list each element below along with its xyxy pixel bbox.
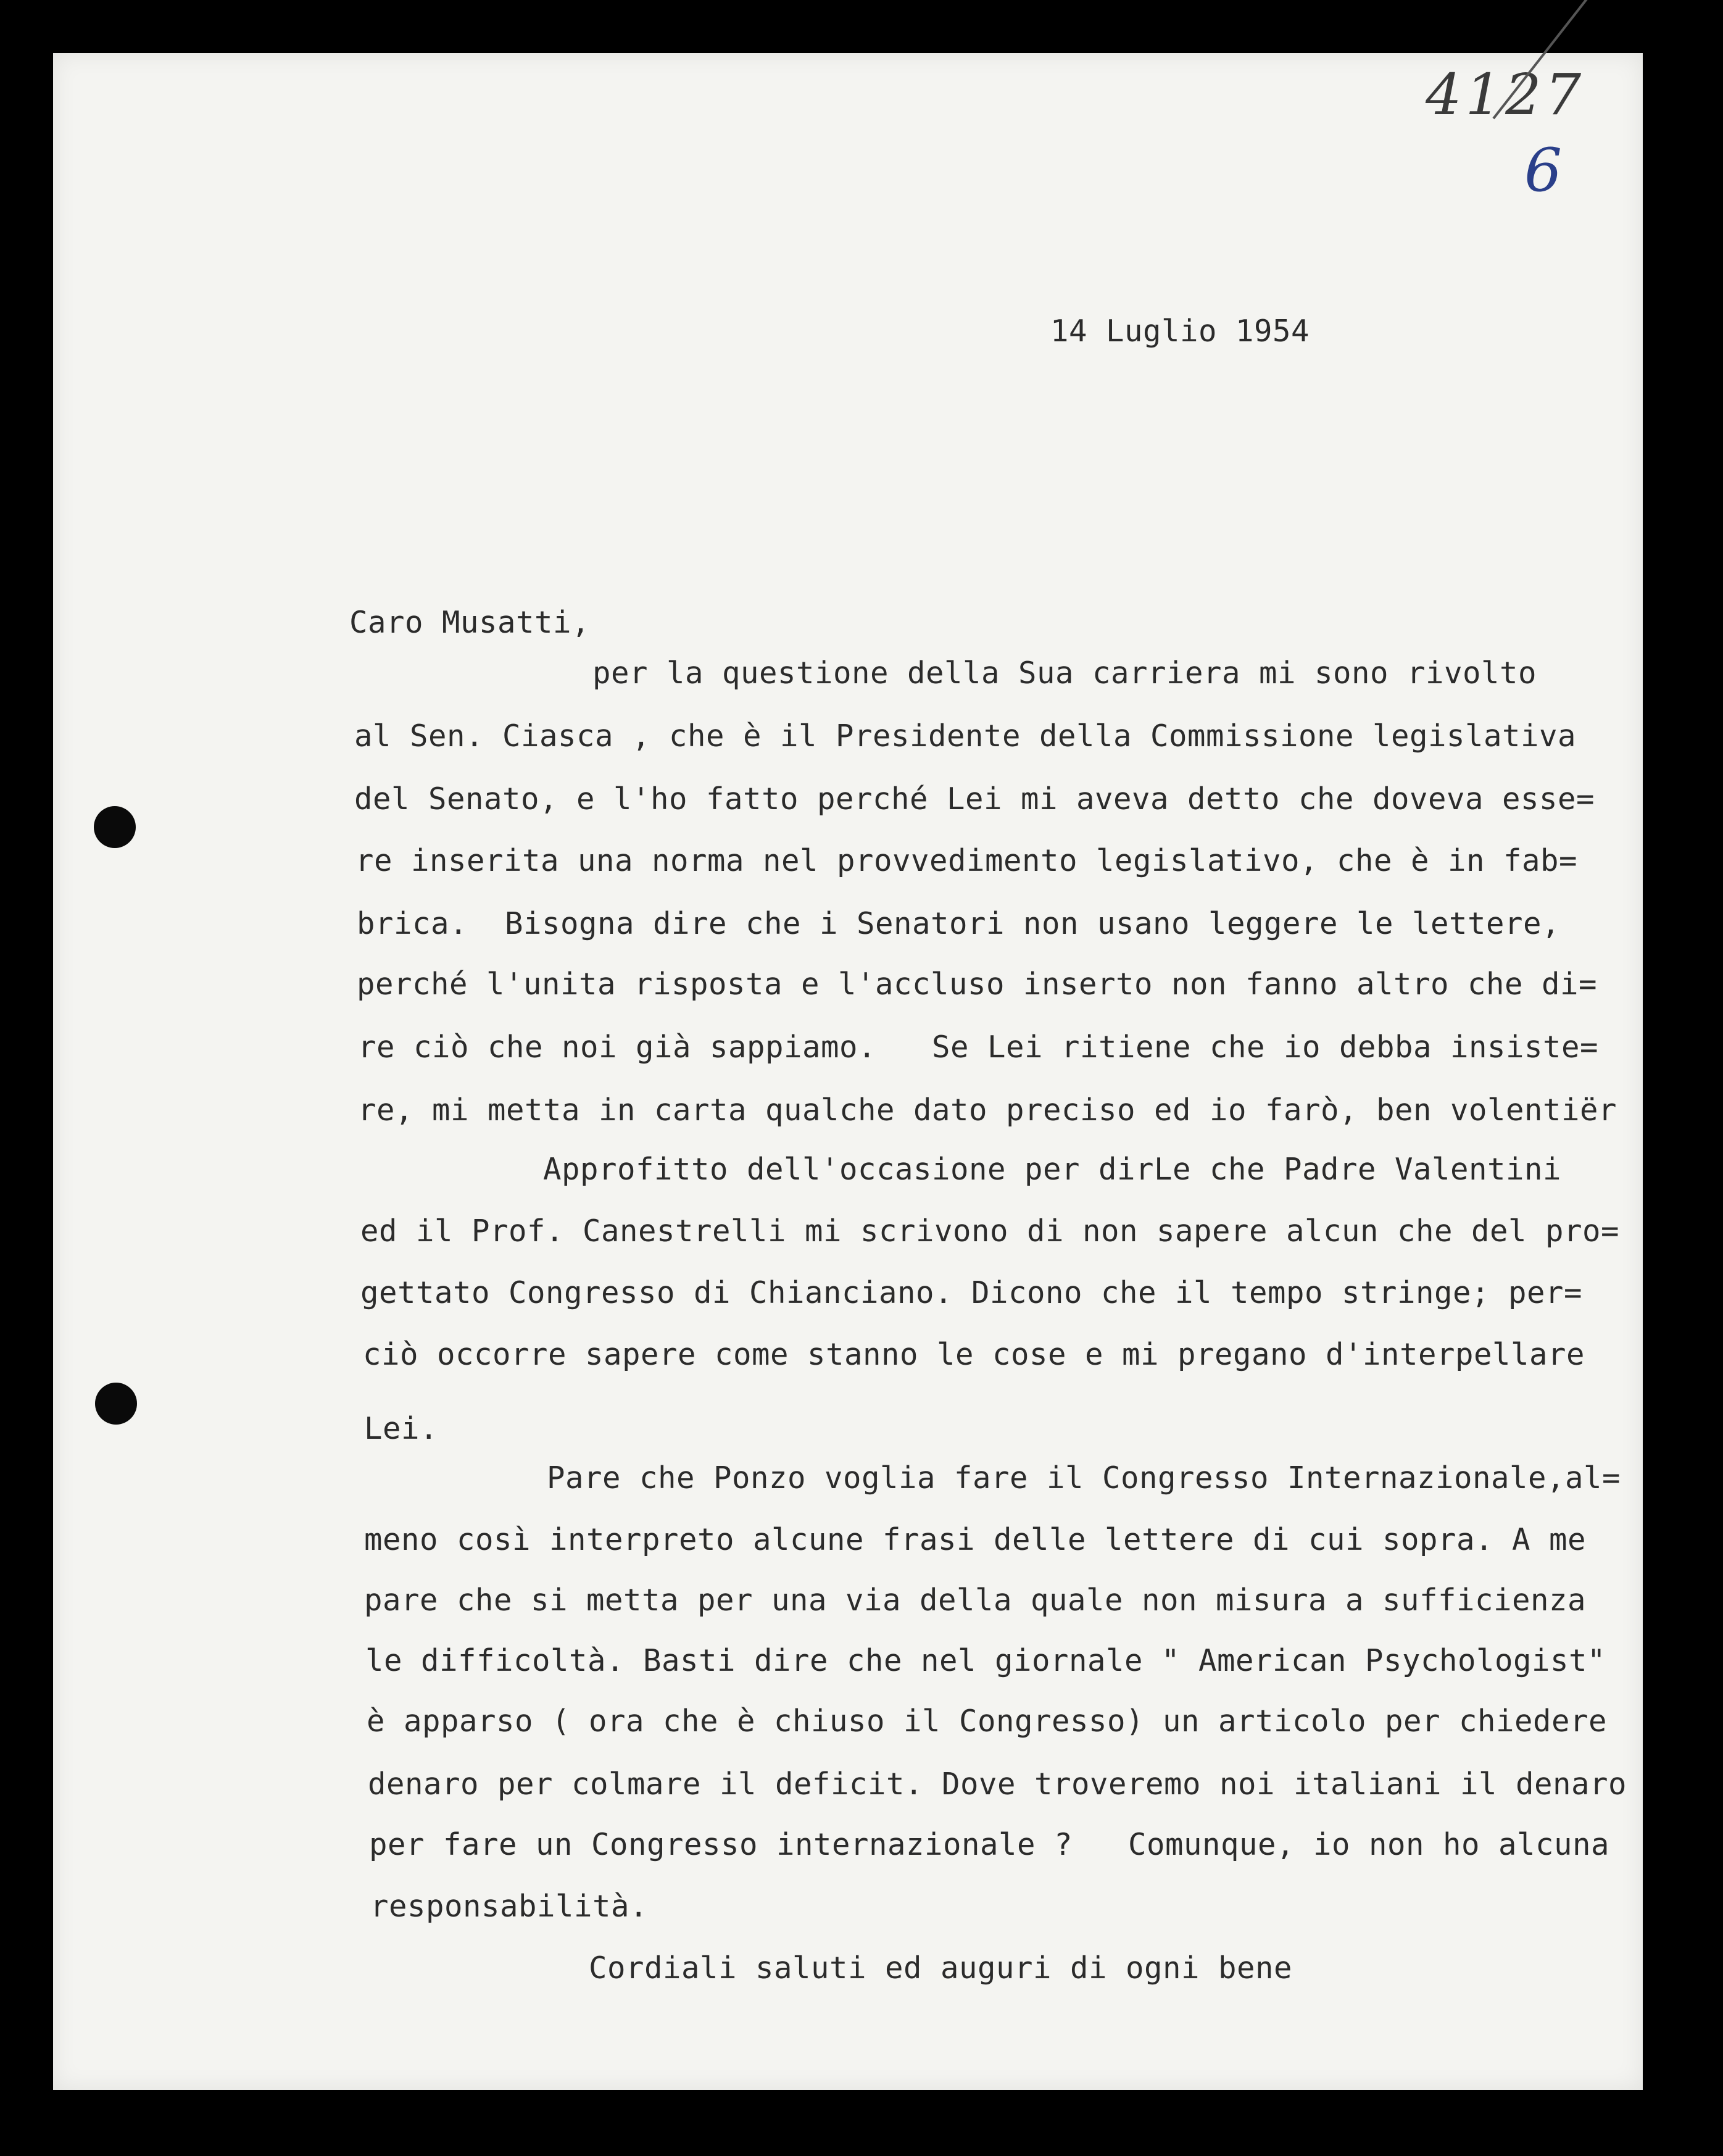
letter-salutation: Caro Musatti, — [349, 605, 591, 640]
letter-line: denaro per colmare il deficit. Dove troveremo noi italiani il denaro — [368, 1767, 1627, 1802]
letter-line: ciò occorre sapere come stanno le cose e mi pregano d'interpellare — [363, 1337, 1585, 1372]
letter-line: gettato Congresso di Chianciano. Dicono che il tempo stringe; per= — [360, 1275, 1583, 1310]
letter-line: pare che si metta per una via della quale non misura a sufficienza — [364, 1583, 1587, 1618]
letter-line: re ciò che noi già sappiamo. Se Lei ritiene che io debba insiste= — [358, 1030, 1599, 1065]
letter-line: al Sen. Ciasca , che è il Presidente della Commissione legislativa — [354, 718, 1577, 754]
letter-line: per la questione della Sua carriera mi sono rivolto — [592, 656, 1537, 691]
letter-line: meno così interpreto alcune frasi delle lettere di cui sopra. A me — [364, 1522, 1587, 1557]
letter-line: Lei. — [364, 1411, 439, 1446]
letter-line: è apparso ( ora che è chiuso il Congresso) un articolo per chiedere — [367, 1704, 1608, 1739]
letter-closing: Cordiali saluti ed auguri di ogni bene — [589, 1950, 1293, 1986]
archive-sub-number: 6 — [1524, 136, 1563, 205]
letter-line: le difficoltà. Basti dire che nel giornale " American Psychologist" — [365, 1643, 1606, 1678]
letter-line: re inserita una norma nel provvedimento legislativo, che è in fab= — [355, 843, 1578, 878]
letter-line: Pare che Ponzo voglia fare il Congresso Internazionale,al= — [547, 1460, 1621, 1496]
letter-line: brica. Bisogna dire che i Senatori non usano leggere le lettere, — [357, 906, 1561, 941]
letter-date: 14 Luglio 1954 — [1050, 314, 1310, 349]
letter-line: del Senato, e l'ho fatto perché Lei mi aveva detto che doveva esse= — [354, 781, 1595, 817]
archive-number: 4127 — [1426, 62, 1585, 128]
letter-line: ed il Prof. Canestrelli mi scrivono di non sapere alcun che del pro= — [360, 1213, 1620, 1249]
punch-hole-bottom — [95, 1383, 137, 1425]
letter-line: re, mi metta in carta qualche dato preciso ed io farò, ben volentiër — [358, 1093, 1617, 1128]
punch-hole-top — [94, 806, 136, 848]
letter-line: per fare un Congresso internazionale ? Comunque, io non ho alcuna — [369, 1827, 1610, 1862]
letter-line: Approfitto dell'occasione per dirLe che Padre Valentini — [543, 1152, 1562, 1187]
letter-line: responsabilità. — [370, 1889, 649, 1924]
letter-line: perché l'unita risposta e l'accluso inserto non fanno altro che di= — [357, 967, 1598, 1002]
